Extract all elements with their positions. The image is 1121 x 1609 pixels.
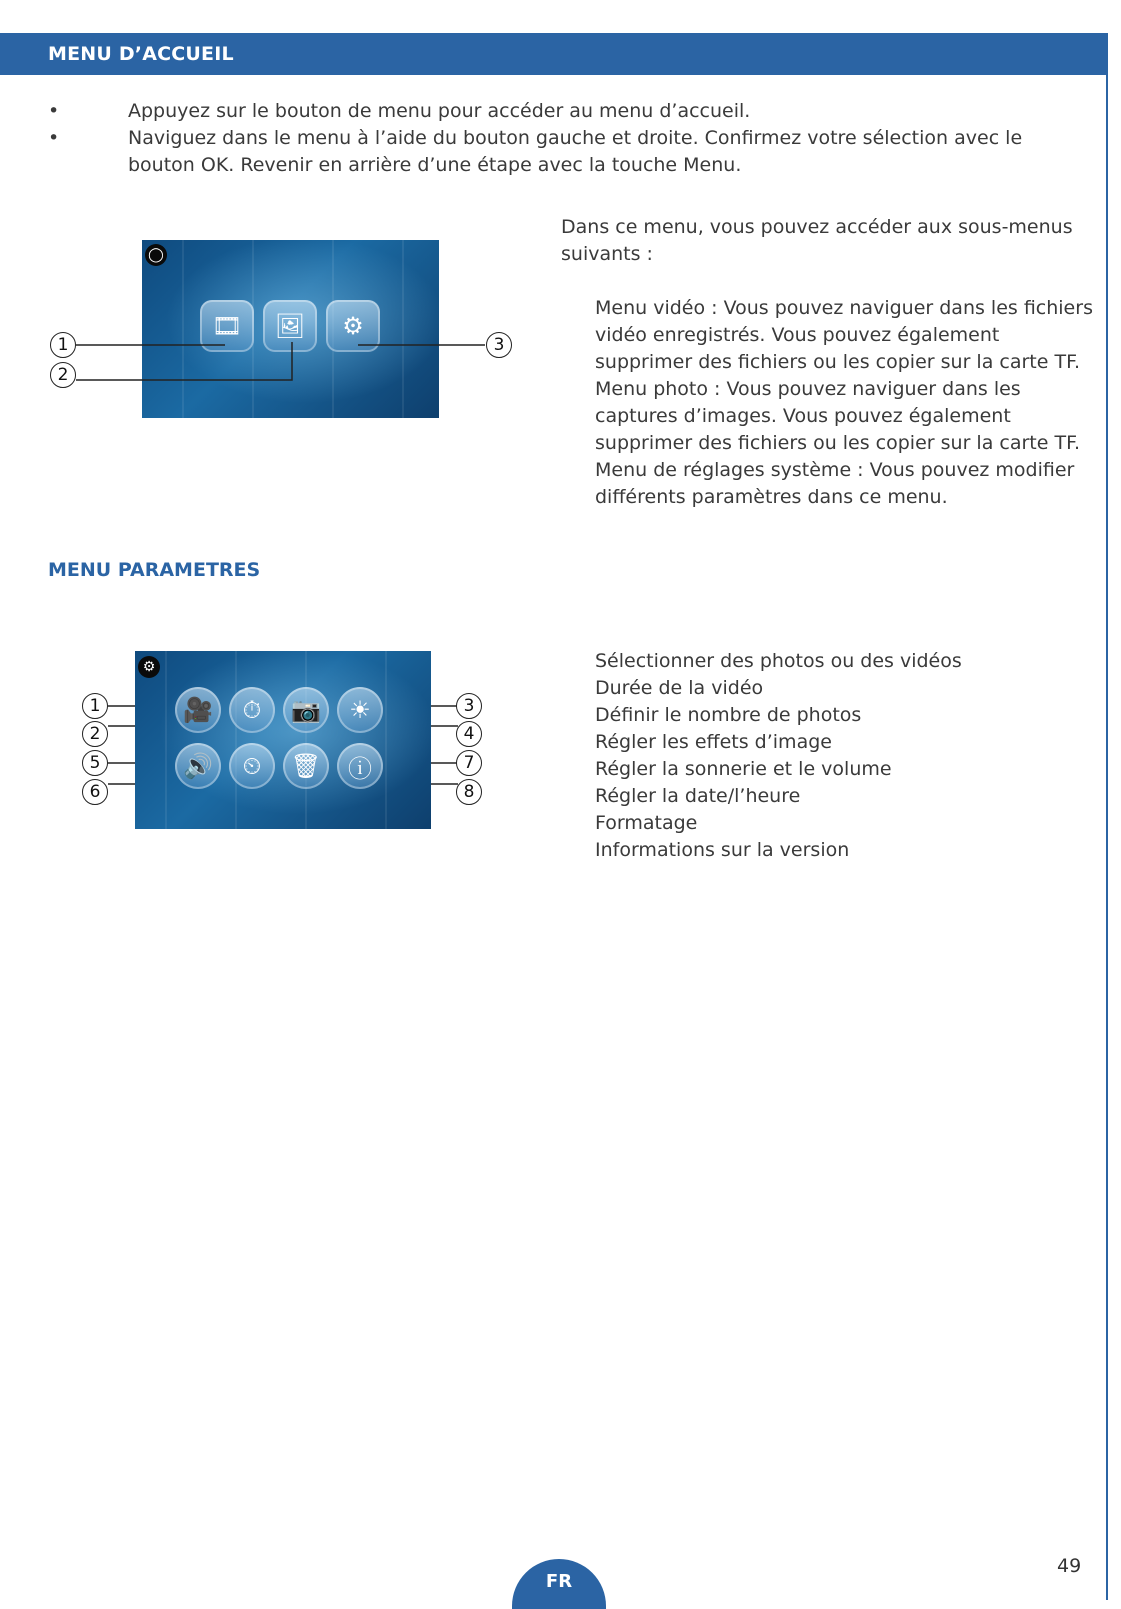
format-card-icon: 🗑 <box>283 743 329 789</box>
settings-item: Sélectionner des photos ou des vidéos <box>595 650 962 672</box>
photo-menu-description: Menu photo : Vous pouvez naviguer dans les captures d’images. Vous pouvez également supprimer des fichiers ou les copier sur la carte TF. <box>595 378 1080 454</box>
settings-corner-icon: ⚙ <box>138 656 160 678</box>
callout-3: 3 <box>486 332 512 358</box>
info-icon: ⓘ <box>337 743 383 789</box>
video-menu-description: Menu vidéo : Vous pouvez naviguer dans les fichiers vidéo enregistrés. Vous pouvez également supprimer des fichiers ou les copier sur la carte TF. <box>595 297 1093 373</box>
camera-video-select-icon: 🎥 <box>175 687 221 733</box>
section-title-settings-menu: MENU PARAMETRES <box>48 559 261 581</box>
callout-5: 5 <box>82 750 108 776</box>
callout-1: 1 <box>82 693 108 719</box>
callout-7: 7 <box>456 750 482 776</box>
language-tab: FR <box>512 1559 606 1609</box>
page-number: 49 <box>1057 1555 1082 1577</box>
callout-1: 1 <box>50 332 76 358</box>
home-menu-descriptions <box>595 295 1095 511</box>
callout-3: 3 <box>456 693 482 719</box>
bullet-symbol: • <box>48 127 60 149</box>
settings-item: Formatage <box>595 812 698 834</box>
clock-date-icon: ⏲ <box>229 743 275 789</box>
video-film-icon: 🎞 <box>200 300 254 352</box>
settings-item: Informations sur la version <box>595 839 850 861</box>
timer-video-icon: ⏱ <box>229 687 275 733</box>
settings-items-list <box>595 648 962 864</box>
section-title-home-menu: MENU D’ACCUEIL <box>48 43 234 65</box>
settings-menu-screen-image <box>135 651 431 829</box>
callout-6: 6 <box>82 779 108 805</box>
settings-item: Régler la date/l’heure <box>595 785 801 807</box>
volume-icon: 🔊 <box>175 743 221 789</box>
bullet-text: Naviguez dans le menu à l’aide du bouton gauche et droite. Confirmez votre sélection avec le bouton OK. Revenir en arrière d’une étape avec la touche Menu. <box>128 127 1023 176</box>
callout-2: 2 <box>82 721 108 747</box>
callout-4: 4 <box>456 721 482 747</box>
brightness-color-icon: ☀ <box>337 687 383 733</box>
multi-photo-icon: 📷 <box>283 687 329 733</box>
settings-item: Durée de la vidéo <box>595 677 764 699</box>
settings-item: Régler la sonnerie et le volume <box>595 758 892 780</box>
settings-item: Définir le nombre de photos <box>595 704 862 726</box>
settings-gears-icon: ⚙ <box>326 300 380 352</box>
home-menu-intro: Dans ce menu, vous pouvez accéder aux sous-menus suivants : <box>561 216 1073 265</box>
callout-8: 8 <box>456 779 482 805</box>
system-settings-description: Menu de réglages système : Vous pouvez modifier différents paramètres dans ce menu. <box>595 459 1075 508</box>
photo-gallery-icon: 🖼 <box>263 300 317 352</box>
bullet-text: Appuyez sur le bouton de menu pour accéder au menu d’accueil. <box>128 100 751 122</box>
menu-ring-icon: ◯ <box>145 244 167 266</box>
settings-item: Régler les effets d’image <box>595 731 832 753</box>
bullet-symbol: • <box>48 100 60 122</box>
callout-2: 2 <box>50 362 76 388</box>
